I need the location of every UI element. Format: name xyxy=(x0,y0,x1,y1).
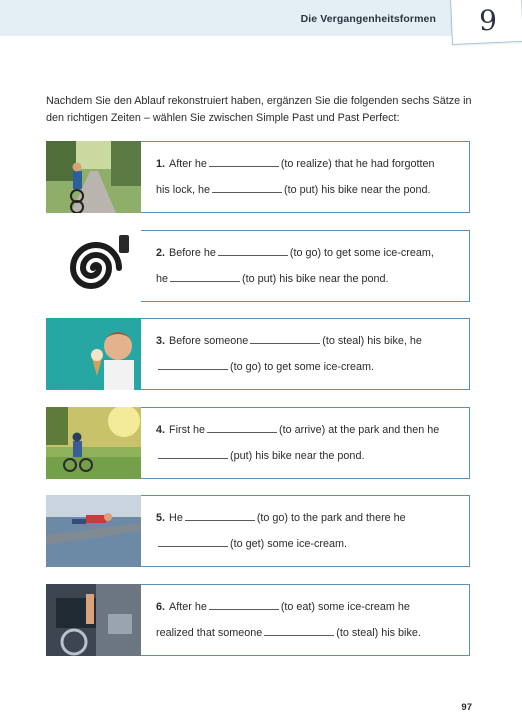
sentence-part: (to put) his bike near the pond. xyxy=(242,273,389,285)
chapter-number: 9 xyxy=(479,4,497,37)
answer-blank[interactable] xyxy=(185,509,255,521)
sentence-part: Before someone xyxy=(169,335,249,347)
answer-blank[interactable] xyxy=(207,421,277,433)
exercise-number: 2. xyxy=(156,247,166,259)
sentence-part: realized that someone xyxy=(156,627,263,639)
sentence-part: (to go) to get some ice-cream. xyxy=(230,361,375,373)
sentence-part: (put) his bike near the pond. xyxy=(230,450,365,462)
exercise-text xyxy=(156,151,461,203)
exercise-text xyxy=(156,240,461,292)
answer-blank[interactable] xyxy=(209,598,279,610)
sentence-part: Before he xyxy=(169,247,216,259)
exercise-text xyxy=(156,505,461,557)
answer-blank[interactable] xyxy=(170,270,240,282)
exercise-1 xyxy=(46,141,470,213)
sentence-part: After he xyxy=(169,601,207,613)
sentence-part: After he xyxy=(169,158,207,170)
exercise-5 xyxy=(46,495,470,567)
sentence-part: (to get) some ice-cream. xyxy=(230,538,347,550)
answer-blank[interactable] xyxy=(209,155,279,167)
answer-blank[interactable] xyxy=(212,181,282,193)
sentence-part: (to eat) some ice-cream he xyxy=(280,601,410,613)
sentence-part: (to steal) his bike, he xyxy=(322,335,422,347)
exercise-3 xyxy=(46,318,470,390)
exercise-number: 3. xyxy=(156,335,166,347)
exercise-number: 4. xyxy=(156,424,166,436)
answer-blank[interactable] xyxy=(158,358,228,370)
bike-theft-photo xyxy=(46,584,141,656)
exercise-text xyxy=(156,417,461,469)
boy-lying-dock-photo xyxy=(46,495,141,567)
sentence-part: (to put) his bike near the pond. xyxy=(284,184,431,196)
exercise-number: 1. xyxy=(156,158,166,170)
header-band xyxy=(0,0,522,36)
answer-blank[interactable] xyxy=(264,624,334,636)
sentence-part: his lock, he xyxy=(156,184,211,196)
chain-lock-photo xyxy=(46,230,141,302)
sentence-part: First he xyxy=(169,424,206,436)
exercise-number: 6. xyxy=(156,601,166,613)
sentence-part: (to go) to the park and there he xyxy=(256,512,406,524)
instructions: Nachdem Sie den Ablauf rekonstruiert haben, ergänzen Sie die folgenden sechs Sätze in den richtigen Zeiten – wählen Sie zwischen Simple Past und Past Perfect: xyxy=(46,95,472,124)
sentence-part: (to arrive) at the park and then he xyxy=(279,424,440,436)
exercise-4 xyxy=(46,407,470,479)
answer-blank[interactable] xyxy=(250,332,320,344)
exercise-text xyxy=(156,594,461,646)
sentence-part: (to go) to get some ice-cream, xyxy=(289,247,434,259)
exercise-number: 5. xyxy=(156,512,166,524)
sentence-part: (to realize) that he had forgotten xyxy=(280,158,435,170)
answer-blank[interactable] xyxy=(218,244,288,256)
page-number: 97 xyxy=(461,702,472,713)
answer-blank[interactable] xyxy=(158,535,228,547)
sentence-part: he xyxy=(156,273,169,285)
exercise-6 xyxy=(46,584,470,656)
sentence-part: He xyxy=(169,512,183,524)
exercise-2 xyxy=(46,230,470,302)
boy-ice-cream-photo xyxy=(46,318,141,390)
sentence-part: (to steal) his bike. xyxy=(336,627,421,639)
boy-bike-park-photo xyxy=(46,407,141,479)
chapter-title: Die Vergangenheitsformen xyxy=(300,13,436,25)
answer-blank[interactable] xyxy=(158,447,228,459)
boy-cycling-photo xyxy=(46,141,141,213)
exercise-text xyxy=(156,328,461,380)
